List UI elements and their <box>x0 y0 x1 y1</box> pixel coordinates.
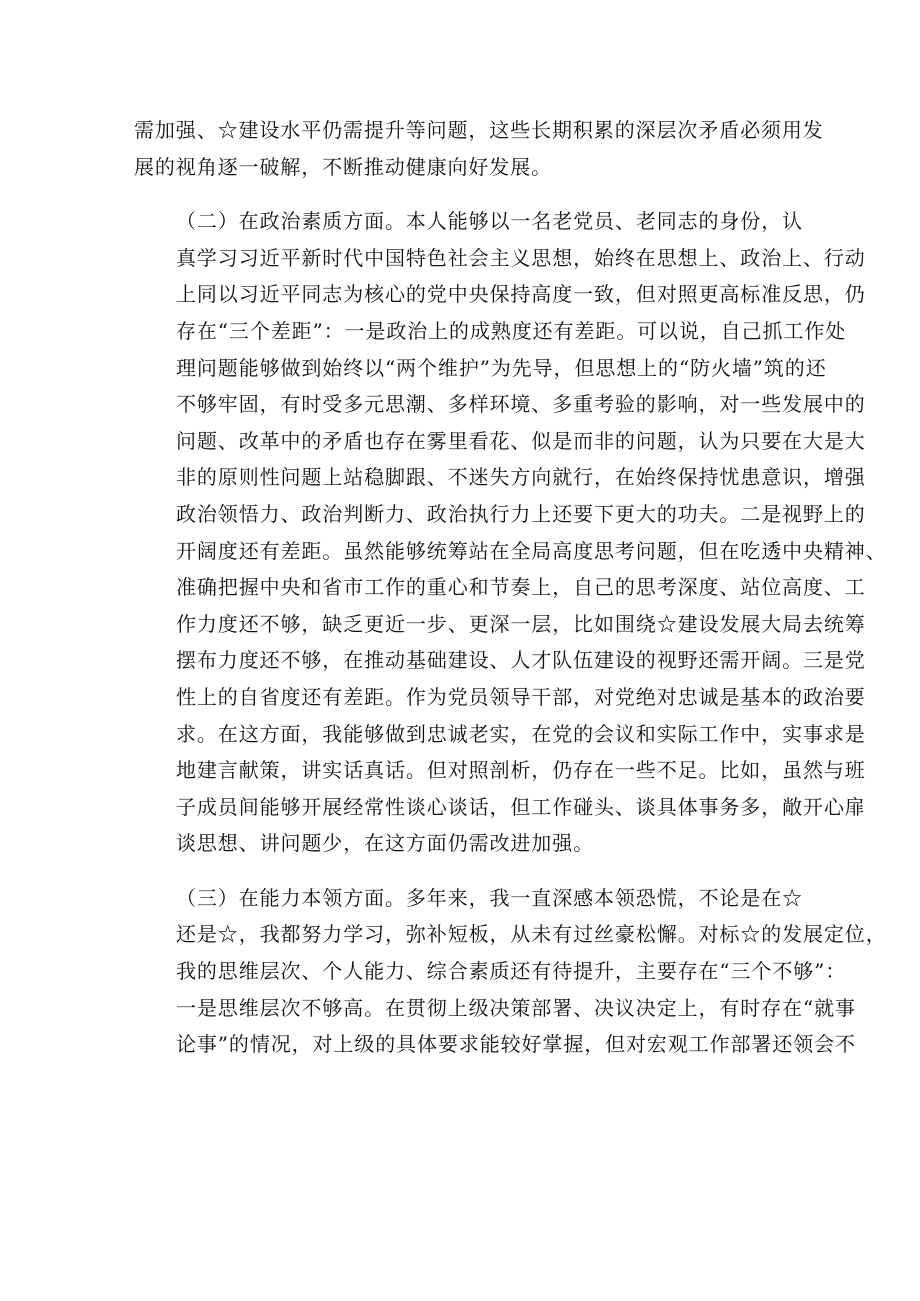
text-line: 开阔度还有差距。虽然能够统筹站在全局高度思考问题，但在吃透中央精神、 <box>176 538 887 563</box>
text-line: 非的原则性问题上站稳脚跟、不迷失方向就行，在始终保持忧患意识，增强 <box>176 465 866 490</box>
text-line: 需加强、☆建设水平仍需提升等问题，这些长期积累的深层次矛盾必须用发 <box>134 118 824 142</box>
text-line: 论事”的情况，对上级的具体要求能较好掌握，但对宏观工作部署还领会不 <box>176 1032 856 1057</box>
paragraph-political-quality <box>134 203 887 862</box>
text-line: 我的思维层次、个人能力、综合素质还有待提升，主要存在“三个不够”： <box>176 959 847 984</box>
text-line: 谈思想、讲问题少，在这方面仍需改进加强。 <box>176 831 594 856</box>
text-line: 问题、改革中的矛盾也存在雾里看花、似是而非的问题，认为只要在大是大 <box>176 428 866 453</box>
text-line: （二）在政治素质方面。本人能够以一名老党员、老同志的身份，认 <box>176 209 803 234</box>
text-line: 理问题能够做到始终以“两个维护”为先导，但思想上的“防火墙”筑的还 <box>176 355 827 380</box>
text-line: 存在“三个差距”：一是政治上的成熟度还有差距。可以说，自己抓工作处 <box>176 318 847 343</box>
text-line: 政治领悟力、政治判断力、政治执行力上还要下更大的功夫。二是视野上的 <box>176 501 866 526</box>
text-line: 摆布力度还不够，在推动基础建设、人才队伍建设的视野还需开阔。三是党 <box>176 648 866 673</box>
text-line: 求。在这方面，我能够做到忠诚老实，在党的会议和实际工作中，实事求是 <box>176 721 866 746</box>
text-line: 不够牢固，有时受多元思潮、多样环境、多重考验的影响，对一些发展中的 <box>176 392 866 417</box>
text-line: 一是思维层次不够高。在贯彻上级决策部署、决议决定上，有时存在“就事 <box>176 995 856 1020</box>
document-page <box>134 112 887 1063</box>
text-line: 还是☆，我都努力学习，弥补短板，从未有过丝豪松懈。对标☆的发展定位， <box>176 922 887 947</box>
text-line: 性上的自省度还有差距。作为党员领导干部，对党绝对忠诚是基本的政治要 <box>176 684 866 709</box>
text-line: 展的视角逐一破解，不断推动健康向好发展。 <box>134 154 552 179</box>
text-line: 准确把握中央和省市工作的重心和节奏上，自己的思考深度、站位高度、工 <box>176 575 866 600</box>
text-line: 真学习习近平新时代中国特色社会主义思想，始终在思想上、政治上、行动 <box>176 245 866 270</box>
text-line: 作力度还不够，缺乏更近一步、更深一层，比如围绕☆建设发展大局去统筹 <box>176 611 866 636</box>
text-line: 子成员间能够开展经常性谈心谈话，但工作碰头、谈具体事务多，敞开心扉 <box>176 794 866 819</box>
text-line: （三）在能力本领方面。多年来，我一直深感本领恐慌，不论是在☆ <box>176 885 803 910</box>
paragraph-ability <box>134 880 887 1063</box>
paragraph-continuation <box>134 112 824 185</box>
text-line: 上同以习近平同志为核心的党中央保持高度一致，但对照更高标准反思，仍 <box>176 282 866 307</box>
text-line: 地建言献策，讲实话真话。但对照剖析，仍存在一些不足。比如，虽然与班 <box>176 758 866 783</box>
